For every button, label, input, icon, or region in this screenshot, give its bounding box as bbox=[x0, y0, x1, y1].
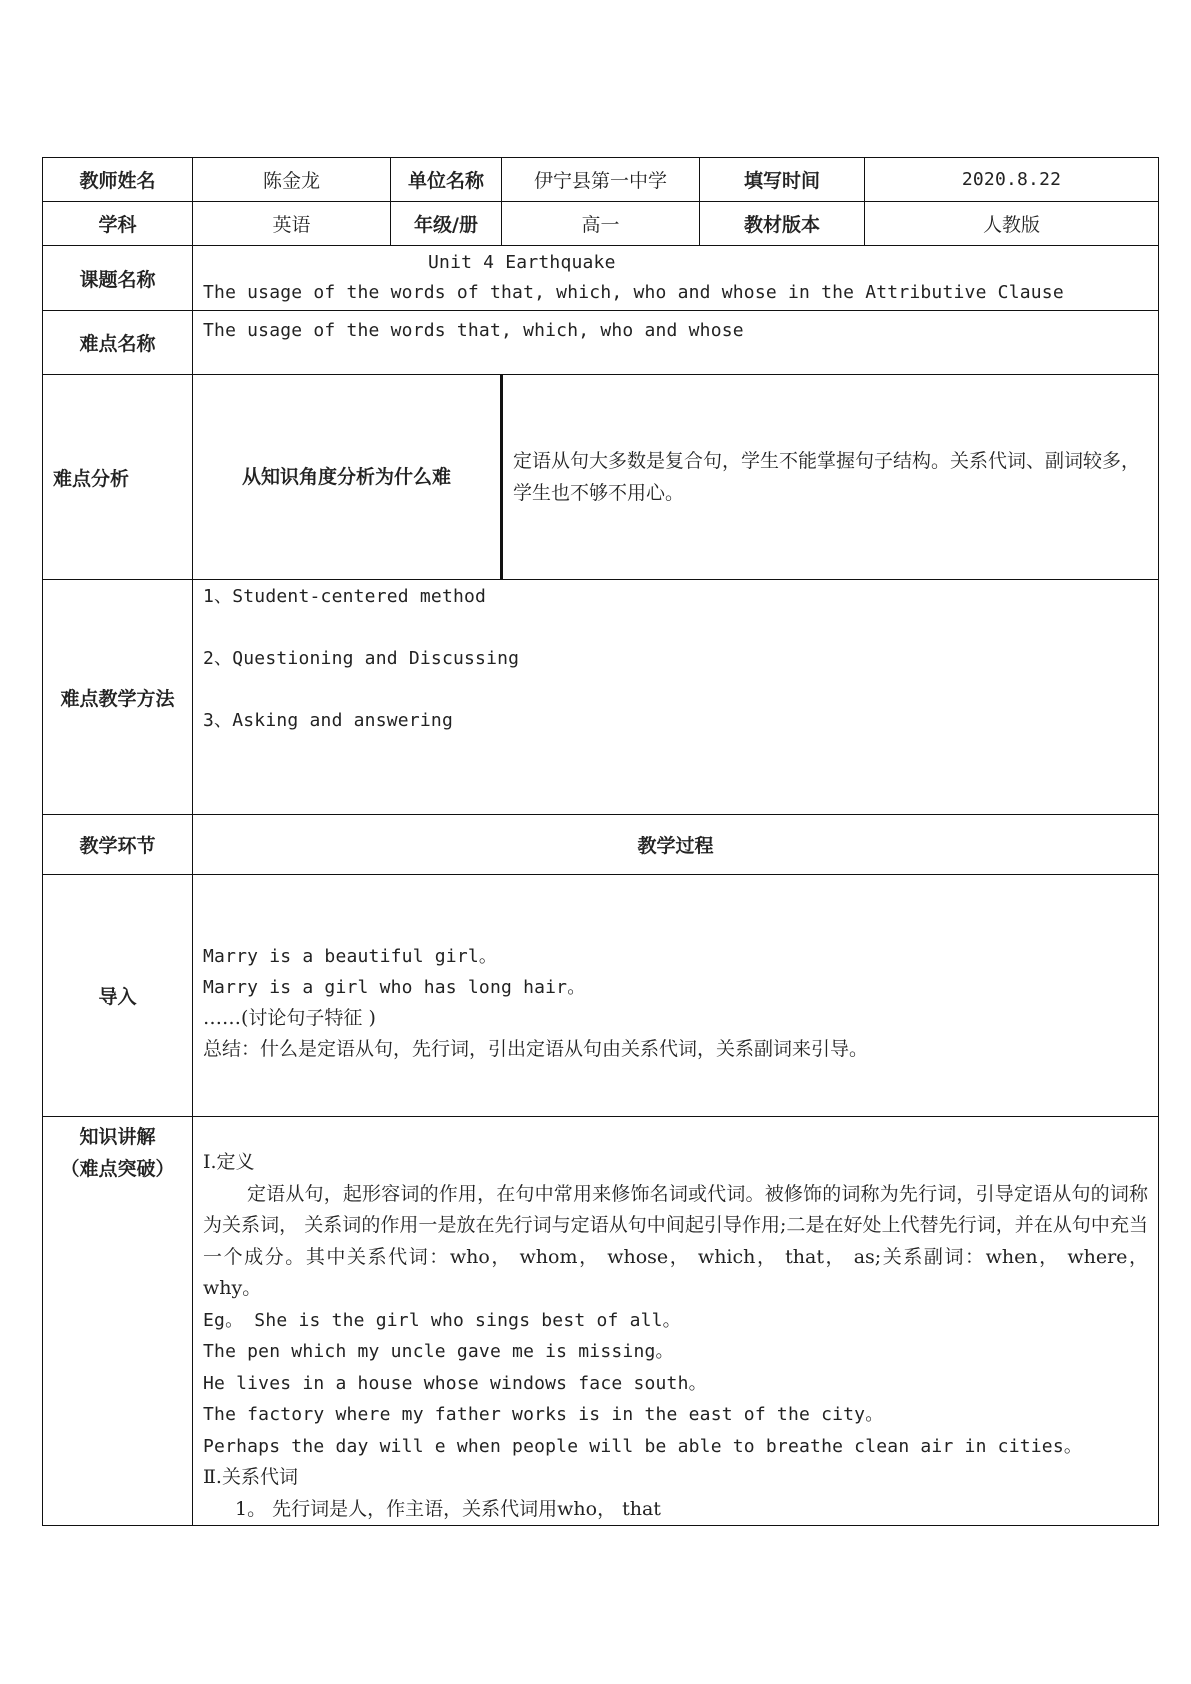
topic-unit: Unit 4 Earthquake bbox=[428, 252, 616, 273]
teacher-label: 教师姓名 bbox=[43, 158, 193, 202]
example-line: Perhaps the day will e when people will be able to breathe clean air in cities。 bbox=[203, 1435, 1083, 1457]
methods-list bbox=[193, 580, 1159, 815]
difficulty-text: The usage of the words that, which, who and whose bbox=[193, 311, 1159, 375]
subject-value: 英语 bbox=[193, 202, 391, 246]
unit-label: 单位名称 bbox=[391, 158, 502, 202]
explain-paragraph: 定语从句，起形容词的作用，在句中常用来修饰名词或代词。被修饰的词称为先行词，引导定语从句的词称为关系词， 关系词的作用一是放在先行词与定语从句中间起引导作用;二是在好处上代替先行词，并在从句中充当一个成分。其中关系代词：who， whom， whose， which， that， as;关系副词：when， where， why。 bbox=[203, 1182, 1148, 1299]
explain-label bbox=[43, 1117, 193, 1526]
edition-value: 人教版 bbox=[865, 202, 1159, 246]
explain-label-line2: （难点突破） bbox=[60, 1158, 175, 1180]
grade-label: 年级/册 bbox=[391, 202, 502, 246]
analysis-text: 定语从句大多数是复合句，学生不能掌握句子结构。关系代词、副词较多，学生也不够不用心。 bbox=[502, 375, 1159, 580]
row-intro bbox=[43, 875, 1159, 1117]
subject-label: 学科 bbox=[43, 202, 193, 246]
date-value: 2020.8.22 bbox=[865, 158, 1159, 202]
row-topic bbox=[43, 246, 1159, 311]
intro-line: ……(讨论句子特征 ) bbox=[203, 1007, 376, 1029]
intro-line: 总结：什么是定语从句，先行词，引出定语从句由关系代词，关系副词来引导。 bbox=[203, 1038, 869, 1060]
row-methods bbox=[43, 580, 1159, 815]
topic-label: 课题名称 bbox=[43, 246, 193, 311]
process-label: 教学过程 bbox=[193, 815, 1159, 875]
example-line: He lives in a house whose windows face south。 bbox=[203, 1372, 707, 1394]
stage-label: 教学环节 bbox=[43, 815, 193, 875]
example-line: The factory where my father works is in the east of the city。 bbox=[203, 1404, 884, 1425]
method-item: 3、Asking and answering bbox=[203, 710, 453, 731]
intro-line: Marry is a girl who has long hair。 bbox=[203, 977, 586, 998]
analysis-label: 难点分析 bbox=[43, 375, 193, 580]
explain-content bbox=[193, 1117, 1159, 1526]
methods-label: 难点教学方法 bbox=[43, 580, 193, 815]
row-teacher bbox=[43, 158, 1159, 202]
unit-value: 伊宁县第一中学 bbox=[502, 158, 700, 202]
grade-value: 高一 bbox=[502, 202, 700, 246]
intro-label: 导入 bbox=[43, 875, 193, 1117]
method-item: 1、Student-centered method bbox=[203, 586, 487, 607]
explain-heading-pronouns: Ⅱ.关系代词 bbox=[203, 1466, 298, 1488]
method-item: 2、Questioning and Discussing bbox=[203, 648, 520, 669]
intro-content bbox=[193, 875, 1159, 1117]
row-difficulty bbox=[43, 311, 1159, 375]
row-process-head bbox=[43, 815, 1159, 875]
lesson-plan-table bbox=[42, 157, 1159, 1526]
row-analysis bbox=[43, 375, 1159, 580]
row-explain bbox=[43, 1117, 1159, 1526]
intro-line: Marry is a beautiful girl。 bbox=[203, 946, 498, 967]
date-label: 填写时间 bbox=[700, 158, 865, 202]
example-line: The pen which my uncle gave me is missing。 bbox=[203, 1341, 674, 1362]
analysis-sub-label: 从知识角度分析为什么难 bbox=[193, 375, 502, 580]
example-line: Eg。 She is the girl who sings best of all。 bbox=[203, 1309, 681, 1331]
explain-point: 1。 先行词是人，作主语，关系代词用who， that bbox=[235, 1497, 661, 1520]
topic-cell bbox=[193, 246, 1159, 311]
edition-label: 教材版本 bbox=[700, 202, 865, 246]
explain-heading-definition: Ⅰ.定义 bbox=[203, 1151, 255, 1173]
topic-title: The usage of the words of that, which, who and whose in the Attributive Clause bbox=[203, 282, 1064, 303]
teacher-value: 陈金龙 bbox=[193, 158, 391, 202]
difficulty-label: 难点名称 bbox=[43, 311, 193, 375]
explain-label-line1: 知识讲解 bbox=[79, 1126, 156, 1148]
row-subject bbox=[43, 202, 1159, 246]
